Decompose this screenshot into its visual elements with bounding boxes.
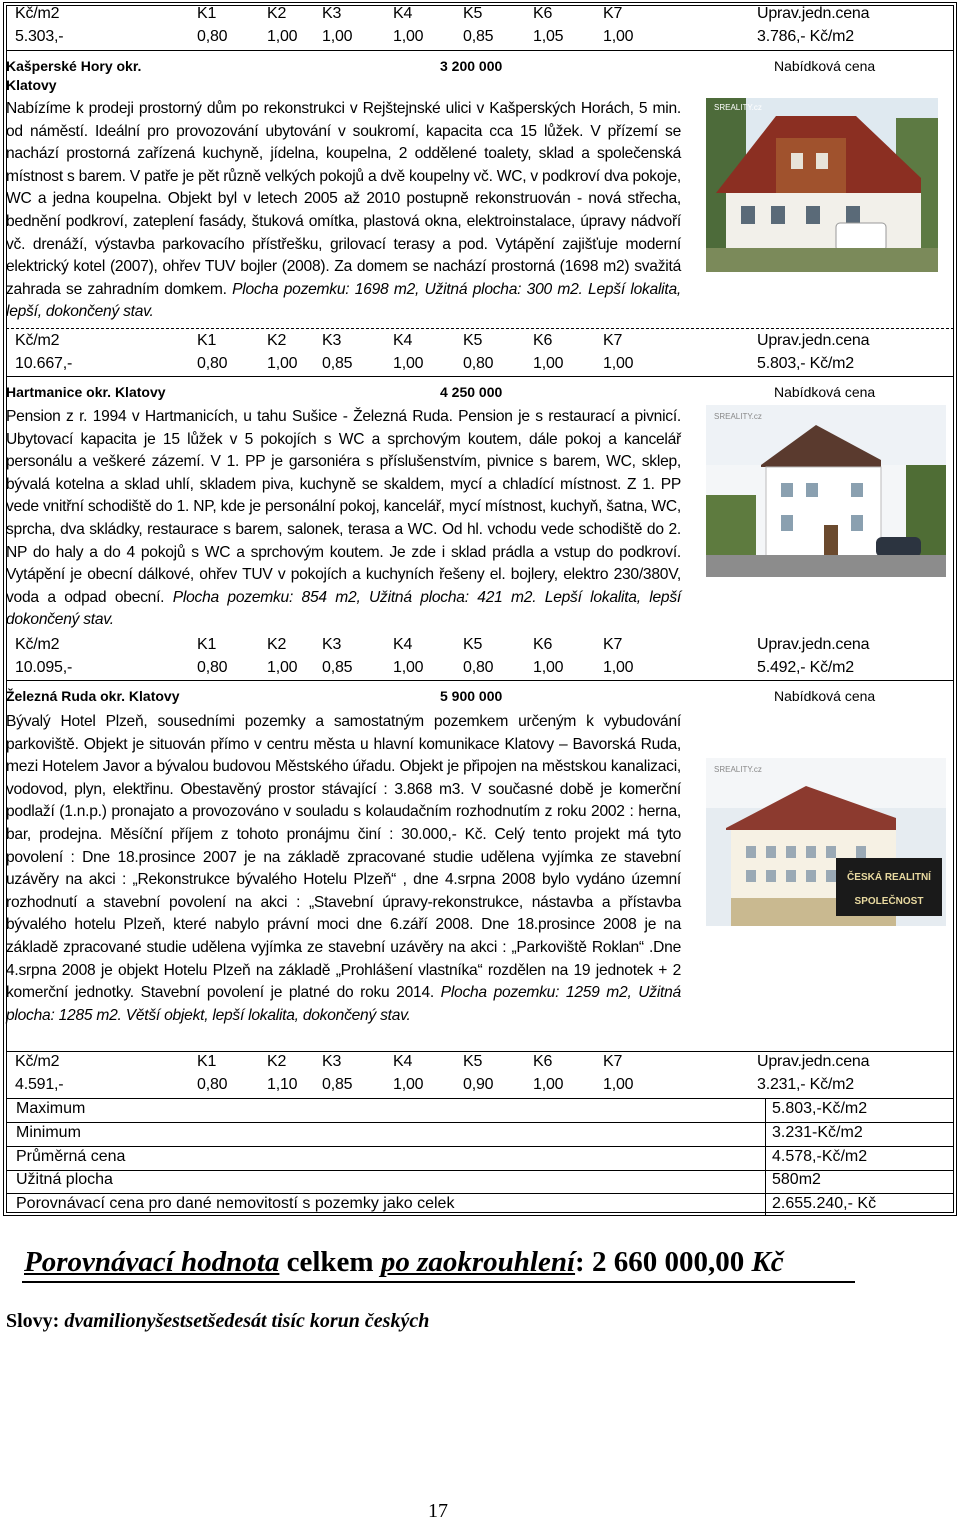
k6-value: 1,00 xyxy=(533,659,564,676)
adj-value: 5.803,- Kč/m2 xyxy=(757,355,855,372)
offer-price: 3 200 000 xyxy=(440,58,503,74)
divider xyxy=(6,376,954,377)
page-number: 17 xyxy=(428,1500,448,1522)
summary-value-max: 5.803,-Kč/m2 xyxy=(772,1100,868,1117)
k5-value: 0,80 xyxy=(463,355,494,372)
property-description: Nabízíme k prodeji prostorný dům po rekonstrukci v Rejštejnské ulici v Kašperských Horách, 5 min. od náměstí. Ideální pro provozování ubytování v soukromí, kapacita cca 15 lůžek. V přízemí se nachází prostorná zařízená kuchyně, jídelna, koupelna, 2 oddělené toalety, sklad a společenská místnost s barem. V patře je pět různě velkých pokojů a dvě koupelny vč. WC, v podkroví dva pokoje, WC a jedna koupelna. Objekt byl v letech 2005 až 2010 postupně rekonstruován - nová střecha, bednění podkroví, zateplení fasády, štuková omítka, plastová okna, elektroinstalace, úpravy nádvoří vč. drenáží, výstavba parkovacího přístřešku, grilovací terasy a pod. Vytápění zajišťuje moderní elektrický kotel (2007), ohřev TUV bojler (2008). Za domem se nachází prostorná (1698 m2) svažitá zahrada se zahradním domkem. Plocha pozemku: 1698 m2, Užitná plocha: 300 m2. Lepší lokalita, lepší, dokončený stav. xyxy=(6,100,681,321)
location: Železná Ruda okr. Klatovy xyxy=(6,688,180,704)
final-value: Porovnávací hodnota celkem po zaokrouhlení: 2 660 000,00 Kč xyxy=(24,1246,784,1278)
sign-text-2: SPOLEČNOST xyxy=(854,896,924,907)
k2-value: 1,00 xyxy=(267,659,298,676)
k3-value: 0,85 xyxy=(322,1076,353,1093)
k4-value: 1,00 xyxy=(393,1076,424,1093)
property-description: Pension z r. 1994 v Hartmanicích, u tahu Sušice - Železná Ruda. Pension je s restaurací a pivnicí. Ubytovací kapacita je 15 lůžek v 5 pokojích s WC a sprchovým koutem, dále pokoj a kancelář personálu a veškeré zázemí. V 1. PP je garsoniéra s příslušenstvím, pivnice s barem, WC, sklep, bývalá kotelna a sklad uhlí, skladem piva, kuchyně se skaldem, mycí a chladící místnost. Z 1. PP vede vnitřní schodiště do 1. NP, kde je personální pokoj, kancelář, mycí místnost, kuchyň, šatna, WC, sprcha, dva skládky, restaurace s barem, salonek, terasa a WC. Od hl. vchodu vede schodiště do 2. NP do haly a do 4 pokojů s WC a sprchovým koutem. Je zde i sklad prádla a vstup do podkroví. Vytápění je obecní dálkové, ohřev TUV v pokojích a kuchyních řešeny el. bojlery, elektro 230/380V, voda a odpad obecní. Plocha pozemku: 854 m2, Užitná plocha: 421 m2. Lepší lokalita, lepší dokončený stav. xyxy=(6,408,681,629)
k5-value: 0,85 xyxy=(463,28,494,45)
k1-label: K1 xyxy=(197,1053,217,1070)
unit-label: Kč/m2 xyxy=(15,5,60,22)
house-photo xyxy=(706,98,938,272)
sign-text-1: ČESKÁ REALITNÍ xyxy=(847,872,931,883)
adj-label: Uprav.jedn.cena xyxy=(757,1053,870,1070)
k1-value: 0,80 xyxy=(197,1076,228,1093)
offer-price: 5 900 000 xyxy=(440,688,503,704)
k6-label: K6 xyxy=(533,1053,553,1070)
photo-watermark: SREALITY.cz xyxy=(714,412,762,421)
final-underline xyxy=(22,1281,855,1283)
location: Hartmanice okr. Klatovy xyxy=(6,384,166,400)
k1-label: K1 xyxy=(197,332,217,349)
offer-label: Nabídková cena xyxy=(774,688,876,704)
k1-label: K1 xyxy=(197,636,217,653)
k3-value: 1,00 xyxy=(322,28,353,45)
summary-value-avg: 4.578,-Kč/m2 xyxy=(772,1148,868,1165)
k4-label: K4 xyxy=(393,1053,413,1070)
k6-value: 1,05 xyxy=(533,28,564,45)
summary-value-min: 3.231-Kč/m2 xyxy=(772,1124,863,1141)
amount-in-words: Slovy: dvamilionyšestsetšedesát tisíc korun českých xyxy=(6,1310,430,1332)
k7-label: K7 xyxy=(603,5,623,22)
k4-label: K4 xyxy=(393,332,413,349)
k2-value: 1,00 xyxy=(267,355,298,372)
k3-value: 0,85 xyxy=(322,355,353,372)
k5-label: K5 xyxy=(463,5,483,22)
summary-value-total: 2.655.240,- Kč xyxy=(772,1195,877,1212)
k3-label: K3 xyxy=(322,5,342,22)
price-value: 10.095,- xyxy=(15,659,73,676)
offer-label: Nabídková cena xyxy=(774,58,876,74)
k1-value: 0,80 xyxy=(197,355,228,372)
k6-value: 1,00 xyxy=(533,355,564,372)
price-value: 10.667,- xyxy=(15,355,73,372)
divider xyxy=(6,50,954,51)
pension-photo xyxy=(706,405,946,577)
adj-label: Uprav.jedn.cena xyxy=(757,636,870,653)
adj-label: Uprav.jedn.cena xyxy=(757,332,870,349)
summary-label-area: Užitná plocha xyxy=(16,1171,113,1188)
k3-label: K3 xyxy=(322,1053,342,1070)
k2-label: K2 xyxy=(267,5,287,22)
k7-value: 1,00 xyxy=(603,1076,634,1093)
location: Kašperské Hory okr. xyxy=(6,58,142,74)
k2-value: 1,00 xyxy=(267,28,298,45)
k1-value: 0,80 xyxy=(197,28,228,45)
k5-value: 0,80 xyxy=(463,659,494,676)
k4-value: 1,00 xyxy=(393,659,424,676)
k3-label: K3 xyxy=(322,636,342,653)
k7-value: 1,00 xyxy=(603,28,634,45)
photo-watermark: SREALITY.cz xyxy=(714,765,762,774)
offer-label: Nabídková cena xyxy=(774,384,876,400)
offer-price: 4 250 000 xyxy=(440,384,503,400)
photo-watermark: SREALITY.cz xyxy=(714,103,762,112)
summary-label-avg: Průměrná cena xyxy=(16,1148,126,1165)
k5-label: K5 xyxy=(463,1053,483,1070)
adj-value: 3.786,- Kč/m2 xyxy=(757,28,855,45)
summary-label-total: Porovnávací cena pro dané nemovitostí s pozemky jako celek xyxy=(16,1195,455,1212)
summary-value-area: 580m2 xyxy=(772,1171,821,1188)
k3-label: K3 xyxy=(322,332,342,349)
k4-label: K4 xyxy=(393,5,413,22)
k5-label: K5 xyxy=(463,636,483,653)
k3-value: 0,85 xyxy=(322,659,353,676)
adj-value: 5.492,- Kč/m2 xyxy=(757,659,855,676)
k5-value: 0,90 xyxy=(463,1076,494,1093)
summary-label-max: Maximum xyxy=(16,1100,86,1117)
k1-label: K1 xyxy=(197,5,217,22)
price-value: 4.591,- xyxy=(15,1076,64,1093)
summary-label-min: Minimum xyxy=(16,1124,81,1141)
k2-label: K2 xyxy=(267,1053,287,1070)
k2-value: 1,10 xyxy=(267,1076,298,1093)
k4-label: K4 xyxy=(393,636,413,653)
divider xyxy=(6,680,954,681)
k7-value: 1,00 xyxy=(603,659,634,676)
k7-label: K7 xyxy=(603,636,623,653)
adj-label: Uprav.jedn.cena xyxy=(757,5,870,22)
hotel-photo xyxy=(706,758,946,926)
k1-value: 0,80 xyxy=(197,659,228,676)
k6-value: 1,00 xyxy=(533,1076,564,1093)
adj-value: 3.231,- Kč/m2 xyxy=(757,1076,855,1093)
unit-label: Kč/m2 xyxy=(15,1053,60,1070)
k2-label: K2 xyxy=(267,332,287,349)
k7-value: 1,00 xyxy=(603,355,634,372)
k7-label: K7 xyxy=(603,332,623,349)
k4-value: 1,00 xyxy=(393,28,424,45)
k7-label: K7 xyxy=(603,1053,623,1070)
k6-label: K6 xyxy=(533,332,553,349)
k4-value: 1,00 xyxy=(393,355,424,372)
price-value: 5.303,- xyxy=(15,28,64,45)
divider xyxy=(6,1051,954,1052)
location-district: Klatovy xyxy=(6,77,57,93)
unit-label: Kč/m2 xyxy=(15,636,60,653)
k6-label: K6 xyxy=(533,636,553,653)
k5-label: K5 xyxy=(463,332,483,349)
k2-label: K2 xyxy=(267,636,287,653)
divider xyxy=(6,328,954,329)
unit-label: Kč/m2 xyxy=(15,332,60,349)
k6-label: K6 xyxy=(533,5,553,22)
property-description: Bývalý Hotel Plzeň, sousedními pozemky a samostatným pozemkem určeným k vybudování parkoviště. Objekt je situován přímo v centru města u hlavní komunikace Klatovy – Bavorská Ruda, mezi Hotelem Javor a bývalou budovou Městského úřadu. Objekt je připojen na městskou kanalizaci, vodovod, plyn, elektřinu. Obestavěný prostor stávající : 3.868 m3. V současné době je komerční podlaží (1.n.p.) pronajato a provozováno v souladu s kolaudačním rozhodnutím z roku 2002 : herna, bar, prodejna. Měsíční příjem z tohoto pronájmu činí : 30.000,- Kč. Celý tento projekt má tyto povolení : Dne 18.prosince 2007 je na základě zpracované studie udělena vyjímka ze stavební uzávěry na akci : „Rekonstrukce bývalého Hotelu Plzeň“ , dne 4.srpna 2008 bylo vydáno územní rozhodnutí a stavební povolení na akci : „Stavební úpravy-rekonstrukce, nástavba a přístavba bývalého hotelu Plzeň, které nabylo právní moci dne 6.září 2008. Dne 18.prosince 2008 je na základě zpracované studie udělena vyjímka ze stavební uzávěry na akci : „Parkoviště Roklan“ .Dne 4.srpna 2008 je objekt Hotelu Plzeň na základě „Prohlášení vlastníka“ rozdělen na 19 jednotek + 2 komerční jednotky. Stavební povolení je platné do roku 2014. Plocha pozemku: 1259 m2, Užitná plocha: 1285 m2. Větší objekt, lepší lokalita, dokončený stav. xyxy=(6,713,681,1024)
